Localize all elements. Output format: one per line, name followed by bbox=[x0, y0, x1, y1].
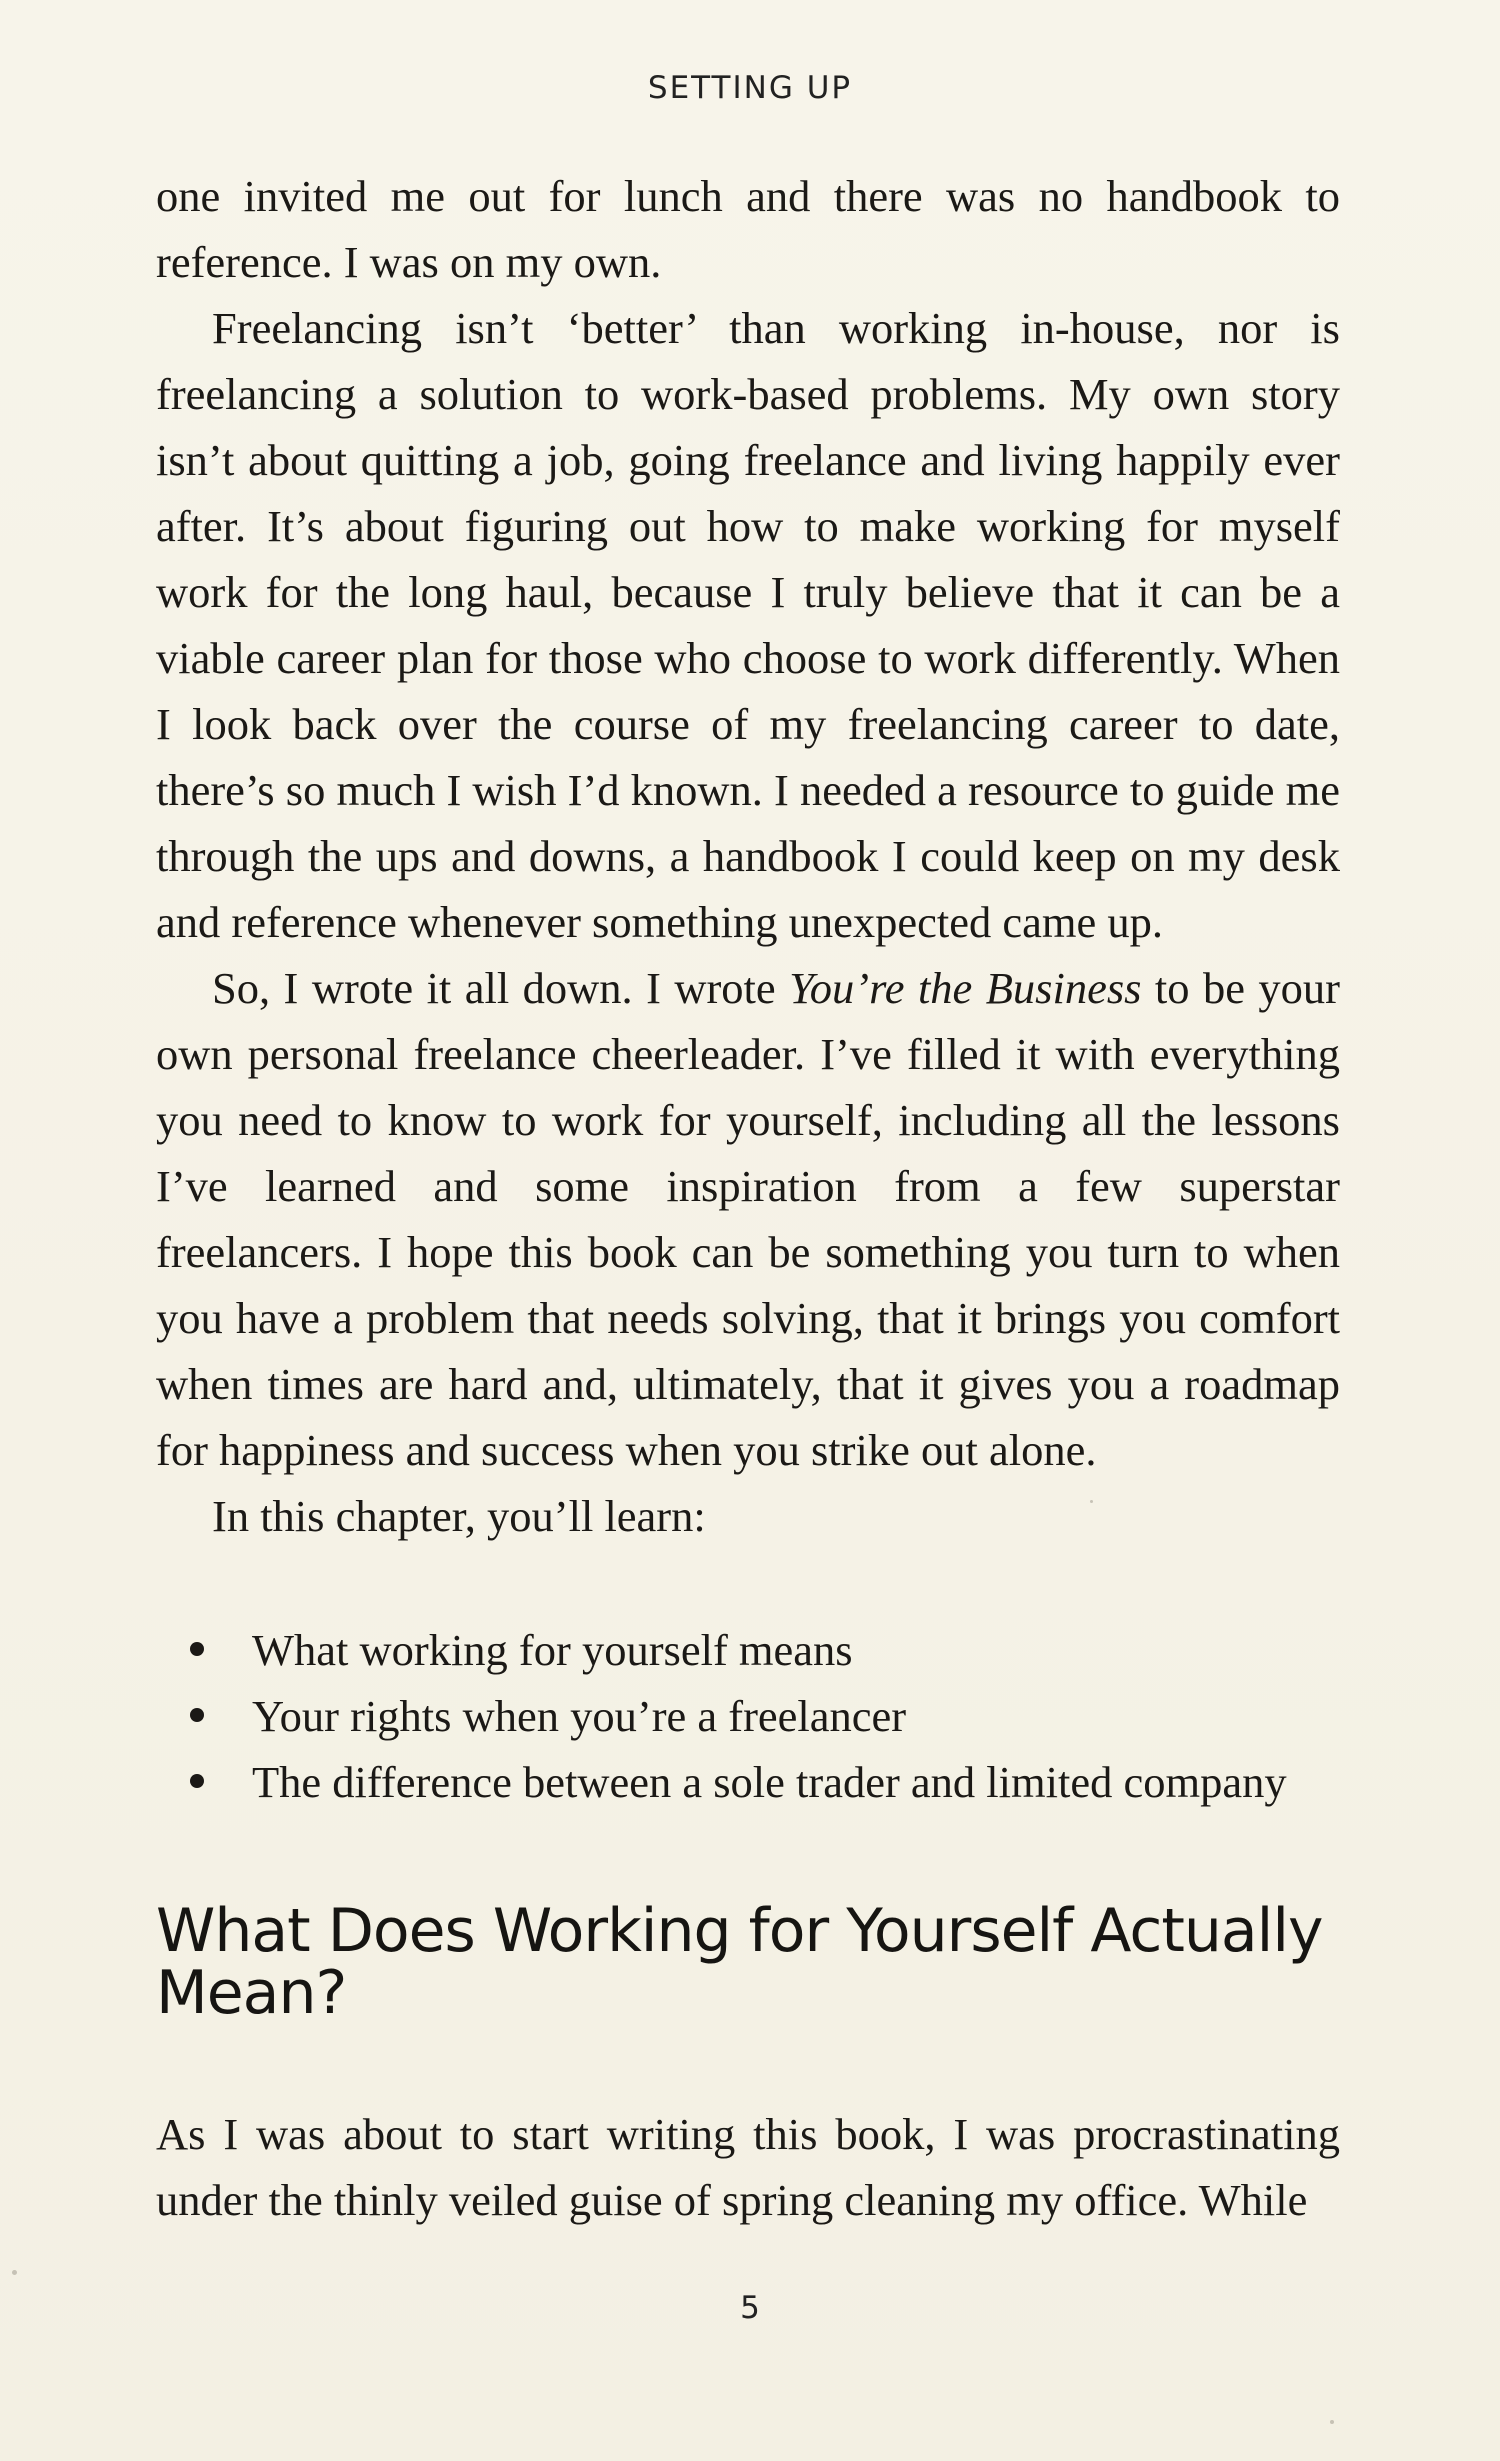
paragraph-3 bbox=[156, 955, 1340, 1483]
paragraph-1: one invited me out for lunch and there was no handbook to reference. I was on my own. bbox=[156, 171, 1340, 287]
list-item bbox=[190, 1749, 1350, 1815]
paragraph-3-after: to be your own personal freelance cheerleader. I’ve filled it with everything you need to know to work for yourself, including all the lessons I’ve learned and some inspiration from a few superstar freelancers. I hope this book can be something you turn to when you have a problem that needs solving, that it brings you comfort when times are hard and, ultimately, that it gives you a roadmap for happiness and success when you strike out alone. bbox=[156, 963, 1340, 1475]
list-item-text: The difference between a sole trader and limited company bbox=[252, 1757, 1287, 1807]
chapter-intro-line: In this chapter, you’ll learn: bbox=[212, 1491, 706, 1541]
running-head: SETTING UP bbox=[647, 70, 853, 106]
body-text-bottom bbox=[156, 2101, 1340, 2233]
book-title: You’re the Business bbox=[789, 963, 1142, 1013]
list-item-text: Your rights when you’re a freelancer bbox=[252, 1691, 907, 1741]
section-heading: What Does Working for Yourself Actually Mean? bbox=[156, 1896, 1323, 2028]
paragraph-2: Freelancing isn’t ‘better’ than working in-house, nor is freelancing a solution to work-based problems. My own story isn’t about quitting a job, going freelance and living happily ever after. It’s about figuring out how to make working for myself work for the long haul, because I truly believe that it can be a viable career plan for those who choose to work differently. When I look back over the course of my freelancing career to date, there’s so much I wish I’d known. I needed a resource to guide me through the ups and downs, a handbook I could keep on my desk and reference whenever something unexpected came up. bbox=[156, 303, 1340, 947]
list-item-text: What working for yourself means bbox=[252, 1625, 853, 1675]
bullet-icon bbox=[190, 1708, 204, 1722]
list-item bbox=[190, 1683, 1350, 1749]
paper-speck bbox=[1090, 1500, 1093, 1503]
list-item bbox=[190, 1617, 1350, 1683]
body-text-top bbox=[156, 163, 1340, 1549]
page-number: 5 bbox=[740, 2290, 760, 2326]
paragraph-4: As I was about to start writing this book, I was procrastinating under the thinly veiled guise of spring cleaning my office. While bbox=[156, 2109, 1340, 2225]
bullet-icon bbox=[190, 1642, 204, 1656]
paragraph-3-before: So, I wrote it all down. I wrote bbox=[212, 963, 790, 1013]
bullet-icon bbox=[190, 1774, 204, 1788]
chapter-bullet-list bbox=[190, 1617, 1350, 1815]
paper-speck bbox=[1330, 2420, 1334, 2424]
paper-speck bbox=[12, 2270, 17, 2275]
